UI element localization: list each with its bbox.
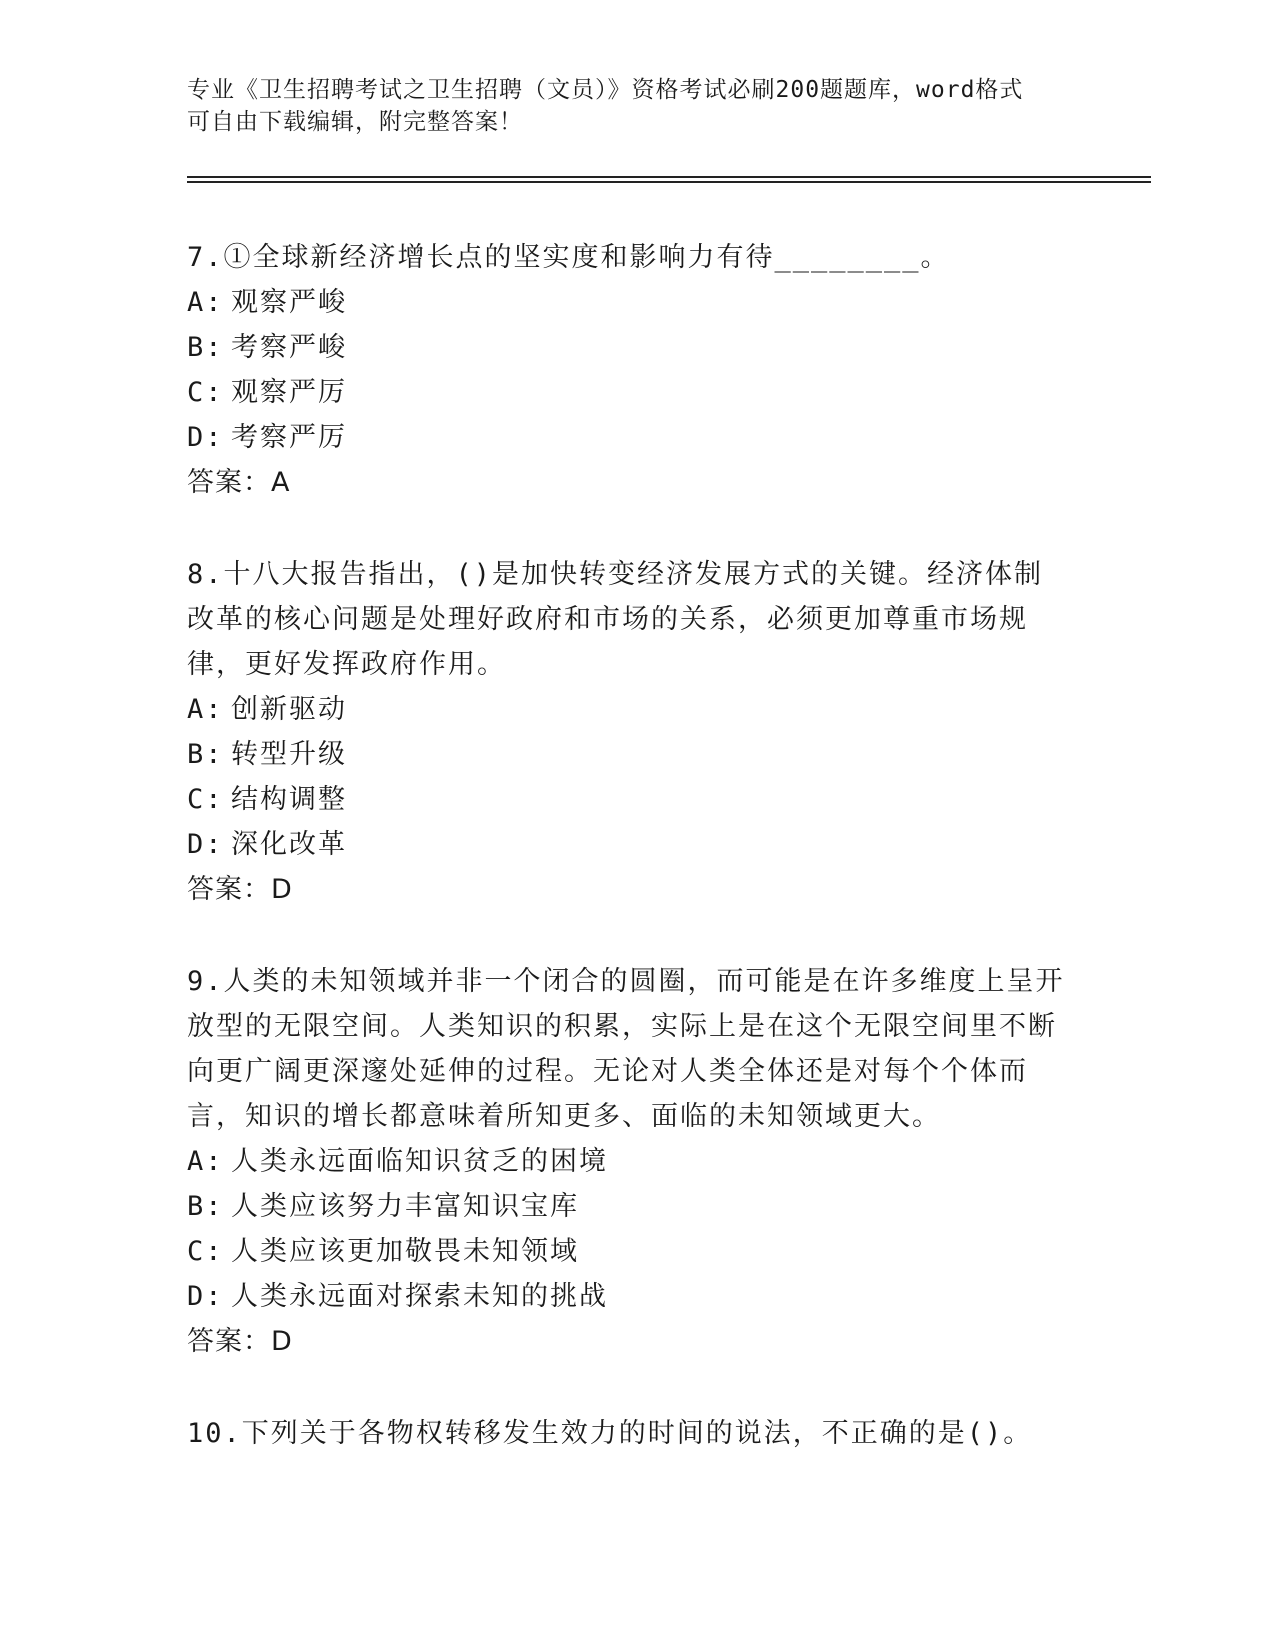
option-d — [187, 415, 1067, 460]
option-text: 观察严厉 — [231, 377, 347, 408]
answer-line: 答案：D — [187, 874, 293, 905]
option-key: D: — [187, 422, 224, 453]
option-text: 考察严厉 — [231, 422, 347, 453]
answer-line: 答案：D — [187, 1326, 293, 1357]
option-d — [187, 1274, 1067, 1319]
question-stem: 10.下列关于各物权转移发生效力的时间的说法，不正确的是()。 — [187, 1418, 1033, 1449]
option-key: C: — [187, 1236, 224, 1267]
option-key: C: — [187, 784, 224, 815]
header-divider-top — [187, 176, 1151, 178]
header-title-line-1: 专业《卫生招聘考试之卫生招聘（文员）》资格考试必刷200题题库，word格式 — [187, 77, 1024, 103]
option-key: D: — [187, 1281, 224, 1312]
question-item — [187, 1411, 1067, 1456]
document-header — [187, 74, 1067, 138]
option-c — [187, 777, 1067, 822]
option-key: B: — [187, 1191, 224, 1222]
header-title-line-2: 可自由下载编辑，附完整答案！ — [187, 109, 523, 135]
option-text: 人类应该更加敬畏未知领域 — [231, 1236, 579, 1267]
option-text: 人类永远面临知识贫乏的困境 — [231, 1146, 608, 1177]
option-key: C: — [187, 377, 224, 408]
question-item — [187, 552, 1067, 913]
option-a — [187, 280, 1067, 325]
option-text: 转型升级 — [231, 739, 347, 770]
header-divider-bottom — [187, 181, 1151, 183]
option-c — [187, 1229, 1067, 1274]
option-key: B: — [187, 739, 224, 770]
option-a — [187, 687, 1067, 732]
option-key: A: — [187, 694, 224, 725]
question-stem: 7.①全球新经济增长点的坚实度和影响力有待________。 — [187, 242, 950, 273]
option-key: D: — [187, 829, 224, 860]
question-item — [187, 235, 1067, 506]
option-text: 观察严峻 — [231, 287, 347, 318]
option-key: A: — [187, 1146, 224, 1177]
option-text: 深化改革 — [231, 829, 347, 860]
option-text: 考察严峻 — [231, 332, 347, 363]
option-b — [187, 732, 1067, 777]
option-text: 创新驱动 — [231, 694, 347, 725]
answer-line: 答案：A — [187, 467, 291, 498]
option-text: 人类永远面对探索未知的挑战 — [231, 1281, 608, 1312]
option-a — [187, 1139, 1067, 1184]
option-b — [187, 1184, 1067, 1229]
question-item — [187, 959, 1067, 1365]
question-list — [187, 235, 1067, 1502]
option-text: 结构调整 — [231, 784, 347, 815]
question-stem: 8.十八大报告指出，()是加快转变经济发展方式的关键。经济体制改革的核心问题是处理好政府和市场的关系，必须更加尊重市场规律，更好发挥政府作用。 — [187, 559, 1044, 680]
question-stem: 9.人类的未知领域并非一个闭合的圆圈，而可能是在许多维度上呈开放型的无限空间。人类知识的积累，实际上是在这个无限空间里不断向更广阔更深邃处延伸的过程。无论对人类全体还是对每个个体而言，知识的增长都意味着所知更多、面临的未知领域更大。 — [187, 966, 1065, 1132]
option-key: B: — [187, 332, 224, 363]
option-b — [187, 325, 1067, 370]
option-key: A: — [187, 287, 224, 318]
option-text: 人类应该努力丰富知识宝库 — [231, 1191, 579, 1222]
option-c — [187, 370, 1067, 415]
option-d — [187, 822, 1067, 867]
